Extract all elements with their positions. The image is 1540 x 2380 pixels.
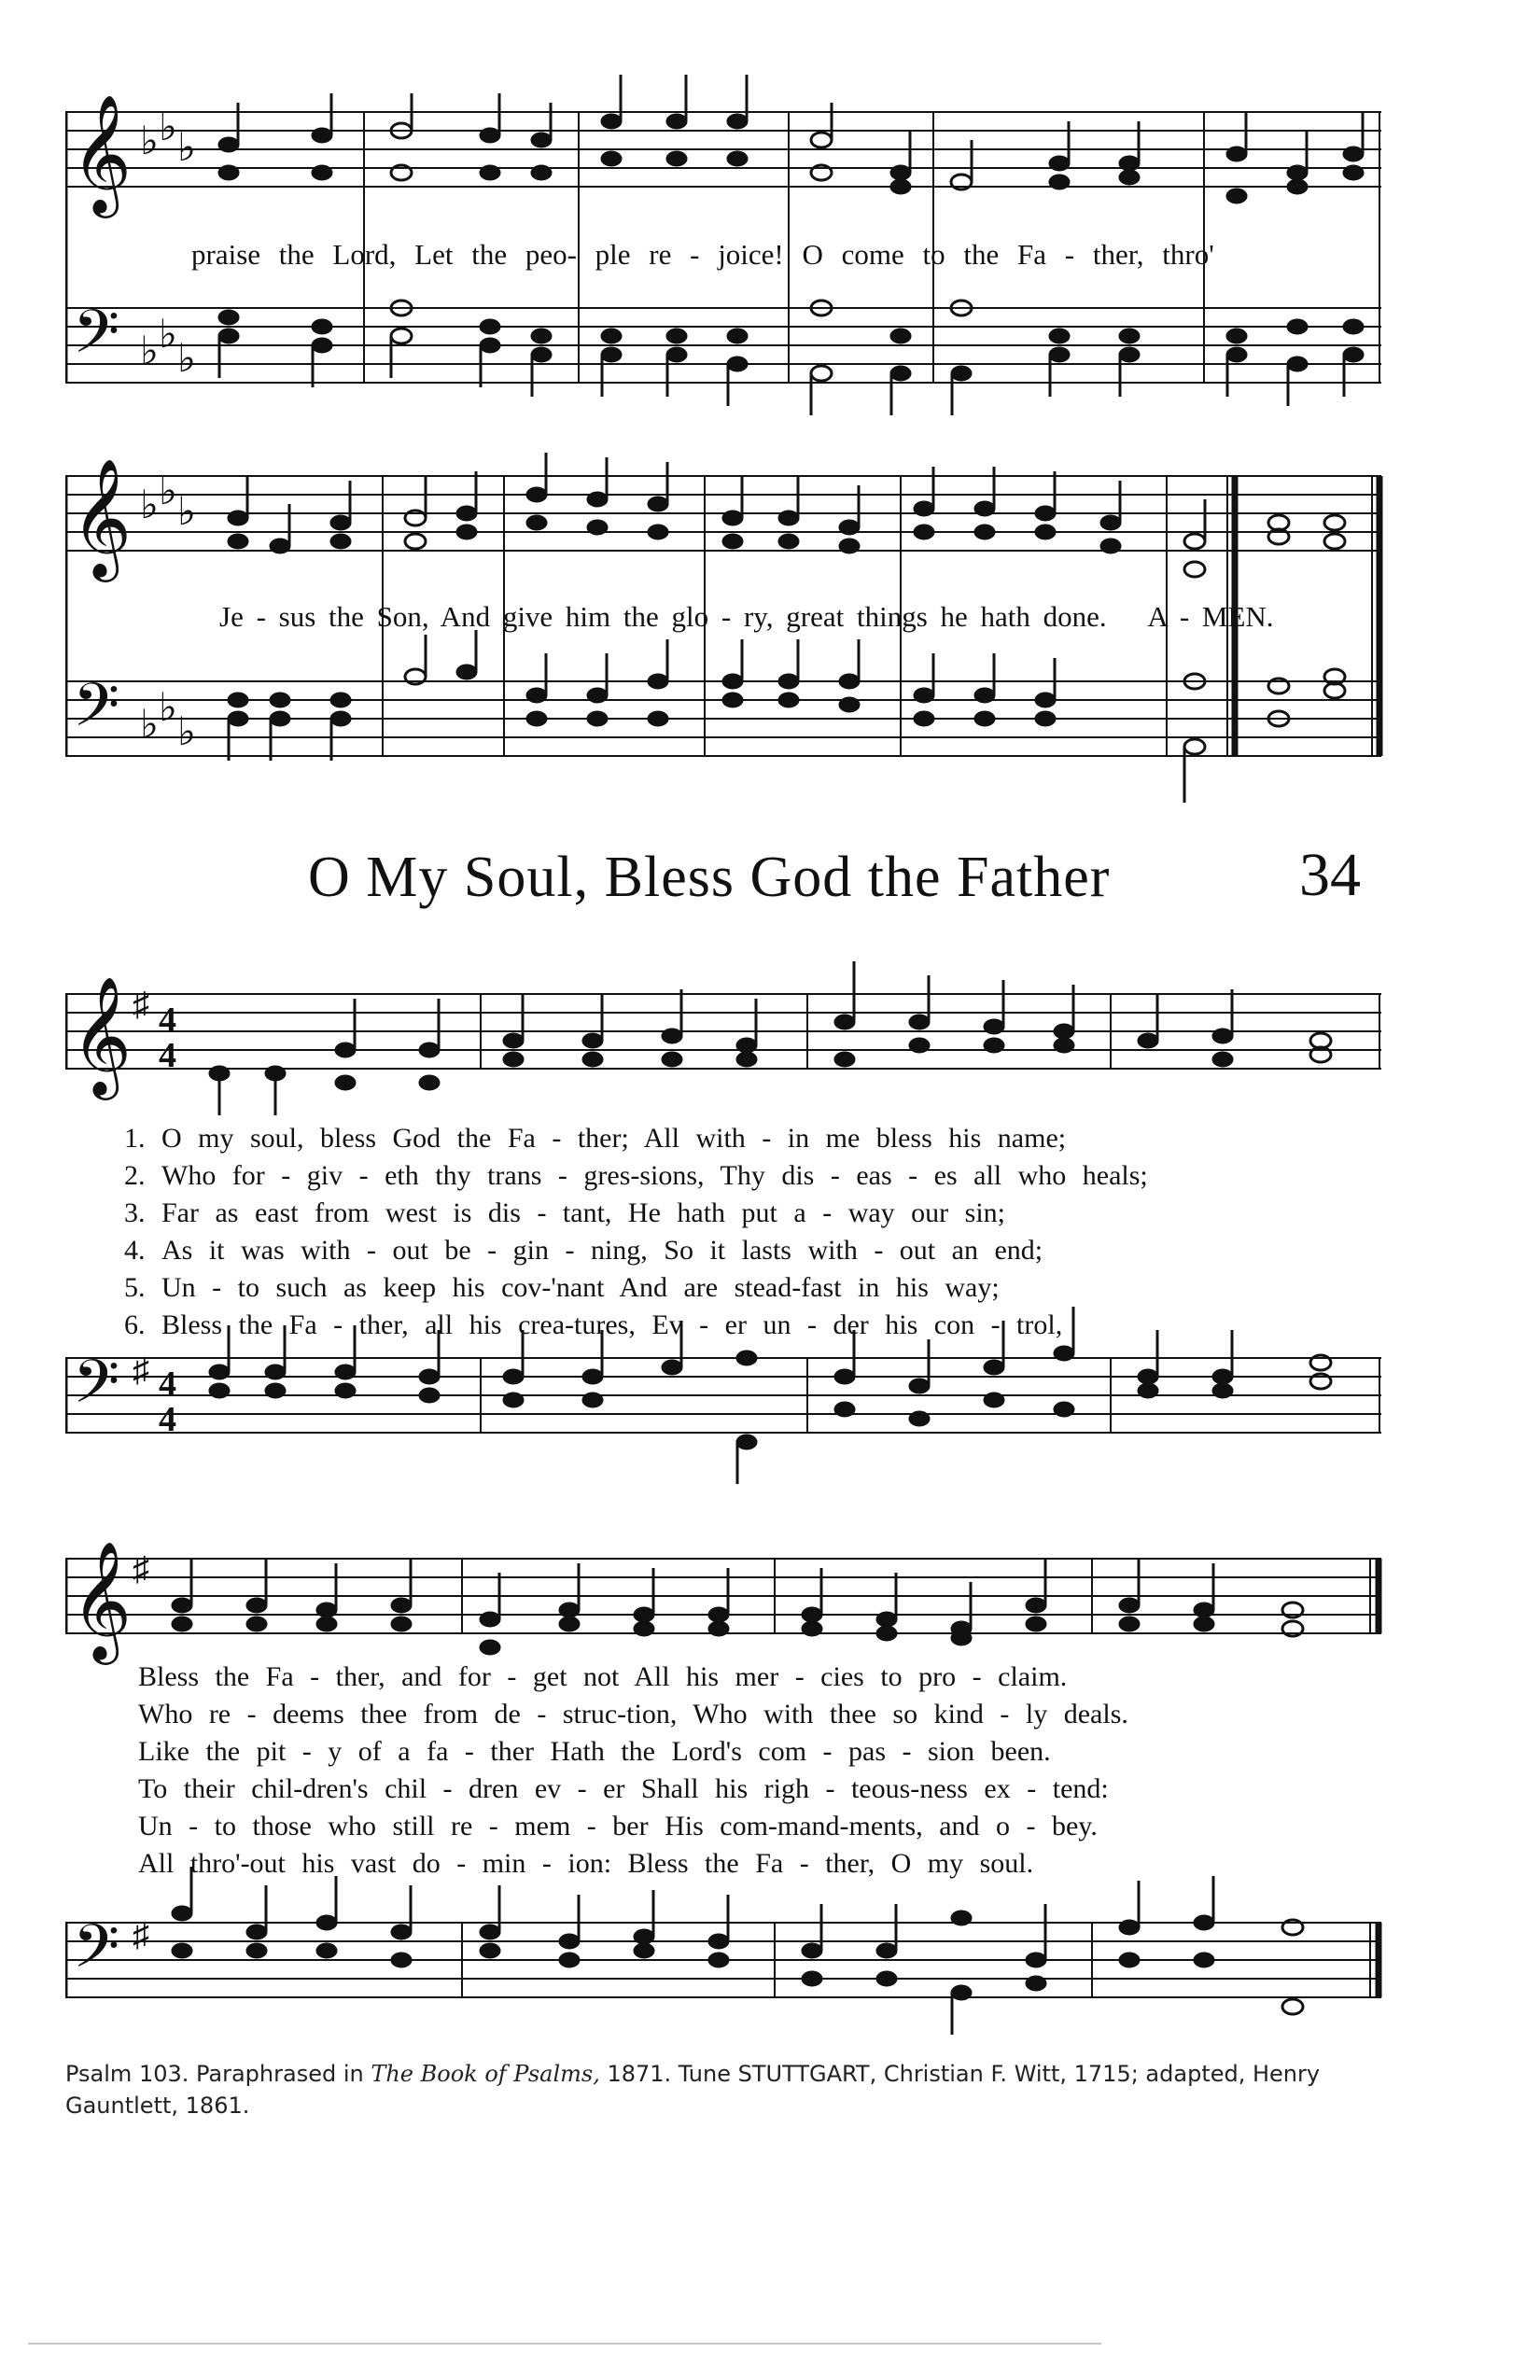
svg-text:4: 4 — [159, 1001, 176, 1040]
svg-text:♭: ♭ — [177, 711, 196, 754]
hymn-title: O My Soul, Bless God the Father — [308, 846, 1111, 909]
svg-text:♭: ♭ — [159, 106, 177, 149]
svg-text:𝄢: 𝄢 — [73, 1348, 120, 1432]
credits-text-a: Psalm 103. Paraphrased in — [65, 2061, 371, 2087]
svg-text:♯: ♯ — [133, 986, 149, 1023]
svg-text:𝄢: 𝄢 — [73, 671, 120, 755]
svg-text:4: 4 — [159, 1036, 176, 1075]
svg-text:𝄞: 𝄞 — [71, 457, 133, 577]
treble-staff-system-2 — [65, 448, 1391, 840]
svg-text:♯: ♯ — [133, 1351, 149, 1389]
lyric-line-top-2-text: Je - sus the Son, And give him the glo - ry, great things he hath done. — [219, 600, 1107, 633]
svg-text:♭: ♭ — [177, 491, 196, 534]
svg-text:𝄞: 𝄞 — [71, 93, 133, 213]
svg-text:♭: ♭ — [140, 484, 159, 527]
hymn-number: 34 — [1299, 841, 1361, 909]
svg-text:♭: ♭ — [159, 314, 177, 357]
bottom-rule — [28, 2343, 1101, 2345]
verse-2-line-b: Who re - deems thee from de - struc-tion, Who with thee so kind - ly deals. — [138, 1699, 1128, 1729]
credits-book-title: The Book of Psalms, — [371, 2061, 600, 2087]
hymn-credits — [65, 2058, 1381, 2121]
verse-5-line-b: Un - to those who still re - mem - ber His com-mand-ments, and o - bey. — [138, 1811, 1098, 1841]
svg-text:♭: ♭ — [177, 338, 196, 381]
svg-text:♭: ♭ — [140, 330, 159, 373]
svg-text:♭: ♭ — [159, 687, 177, 730]
amen-label: A - MEN. — [1147, 600, 1274, 633]
svg-text:𝄞: 𝄞 — [71, 1540, 133, 1659]
svg-text:♯: ♯ — [133, 1550, 149, 1588]
svg-text:𝄢: 𝄢 — [73, 298, 120, 382]
lyric-line-top-2 — [219, 600, 1274, 634]
verse-6-line-b: All thro'-out his vast do - min - ion: Bless the Fa - ther, O my soul. — [138, 1848, 1034, 1879]
verse-4-line-b: To their chil-dren's chil - dren ev - er Shall his righ - teous-ness ex - tend: — [138, 1773, 1109, 1804]
svg-text:♭: ♭ — [140, 120, 159, 163]
svg-text:♭: ♭ — [140, 704, 159, 747]
svg-text:♭: ♭ — [159, 470, 177, 513]
svg-text:4: 4 — [159, 1400, 176, 1439]
lyric-line-top-1: praise the Lord, Let the peo- ple re - joice! O come to the Fa - ther, thro' — [191, 238, 1214, 271]
verse-3-line-b: Like the pit - y of a fa - ther Hath the Lord's com - pas - sion been. — [138, 1736, 1051, 1767]
verse-1-line-b: Bless the Fa - ther, and for - get not All his mer - cies to pro - claim. — [138, 1661, 1068, 1692]
svg-text:𝄞: 𝄞 — [71, 975, 133, 1095]
svg-text:♯: ♯ — [133, 1916, 149, 1953]
svg-text:4: 4 — [159, 1365, 176, 1404]
credits-text-b: 1871. Tune STUTTGART, Christian F. Witt, 1715; adapted, Henry Gauntlett, 1861. — [65, 2061, 1321, 2119]
svg-text:♭: ♭ — [177, 127, 196, 170]
svg-text:𝄢: 𝄢 — [73, 1912, 120, 1996]
